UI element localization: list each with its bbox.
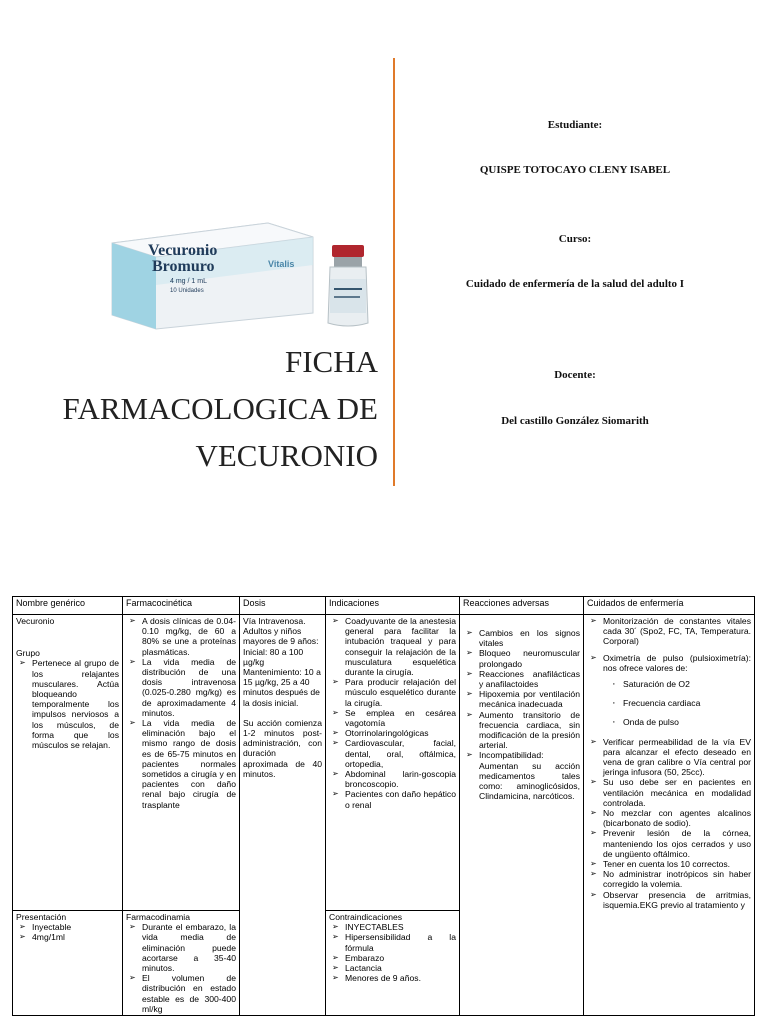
list-item: ➢ No mezclar con agentes alcalinos (bicarbonato de sodio). [603,808,751,828]
cover-title-line: FICHA [284,344,378,379]
list-item: ➢ No administrar inotrópicos sin haber corregido la volemia. [603,869,751,889]
list-item: ➢ El volumen de distribución en estado estable es de 300-400 ml/kg [142,973,236,1014]
nombre-value: Vecuronio [16,616,55,626]
list-item: ➢ A dosis clínicas de 0.04-0.10 mg/kg, de 60 a 80% se une a proteínas plasmáticas. [142,616,236,657]
cell-indicaciones [326,615,460,911]
cell-reacciones [460,615,584,1016]
product-brand-line1: Vecuronio [148,242,218,259]
list-item: ➢ Cambios en los signos vitales [479,628,580,648]
list-item: ➢ Pertenece al grupo de los relajantes musculares. Actúa bloqueando temporalmente los impulsos nerviosos a los músculos, de forma que los músculos se relajan. [32,658,119,750]
list-item: ➢ Coadyuvante de la anestesia general para facilitar la intubación traqueal y para conseguir la relajación de la musculatura esquelética durante la cirugía. [345,616,456,677]
cuidados-list [587,616,751,673]
list-item: ➢ Su uso debe ser en pacientes en ventilación mecánica en modalidad controlada. [603,777,751,808]
cuidados-list [587,737,751,910]
list-item: ➢ Pacientes con daño hepático o renal [345,789,456,809]
cell-contraindicaciones [326,911,460,1016]
header-dosis: Dosis [240,597,326,615]
header-cuidados: Cuidados de enfermería [584,597,755,615]
grupo-label: Grupo [16,648,40,659]
list-item: ➢ Bloqueo neuromuscular prolongado [479,648,580,668]
list-item: ➢ Inyectable [32,922,119,932]
cell-farmacocinetica [123,615,240,911]
cuidados-sublist [587,679,751,728]
course-name: Cuidado de enfermería de la salud del adulto I [465,278,685,290]
contraindicaciones-label: Contraindicaciones [329,912,403,922]
product-units: 10 Unidades [170,288,204,294]
list-item: ➢ La vida media de distribución de una dosis intravenosa (0.025-0.280 mg/kg) es de aproximadamente 4 minutos. [142,657,236,718]
list-item: ➢ Prevenir lesión de la córnea, manteniendo los ojos cerrados y uso de ungüento oftálmico. [603,828,751,859]
product-brand-line2: Bromuro [152,258,215,275]
cell-presentacion [13,911,123,1016]
dosis-text: Vía Intravenosa. Adultos y niños mayores de 9 años: Inicial: 80 a 100 µg/kg Mantenimiento: 10 a 15 µg/kg, 25 a 40 minutos después de la dosis inicial. [243,616,321,708]
indicaciones-list [329,616,456,810]
orange-divider [393,58,395,486]
list-item: · Frecuencia cardiaca [623,698,751,708]
list-item: ➢ Cardiovascular, facial, dental, oral, oftálmica, ortopedia, [345,738,456,769]
drug-table [12,596,755,1016]
student-label: Estudiante: [547,119,603,131]
list-item: ➢ Otorrinolaringológicas [345,728,456,738]
header-farmacocinetica: Farmacocinética [123,597,240,615]
presentacion-label: Presentación [16,912,67,922]
teacher-name: Del castillo González Siomarith [501,415,649,427]
list-item: ➢ Embarazo [345,953,456,963]
list-item: ➢ Monitorización de constantes vitales cada 30´ (Spo2, FC, TA, Temperatura. Corporal) [603,616,751,647]
teacher-label: Docente: [554,369,596,381]
grupo-list [16,658,119,750]
header-indicaciones: Indicaciones [326,597,460,615]
student-name: QUISPE TOTOCAYO CLENY ISABEL [479,164,671,176]
product-photo [108,205,378,330]
table-header-row [13,597,755,615]
list-item: ➢ Hipersensibilidad a la fórmula [345,932,456,952]
cell-cuidados [584,615,755,1016]
list-item: ➢ Para producir relajación del músculo esquelético durante la cirugía. [345,677,456,708]
list-item: ➢ Observar presencia de arritmias, isquemia.EKG previo al tratamiento y [603,890,751,910]
list-item: ➢ Tener en cuenta los 10 correctos. [603,859,751,869]
cover-title [18,338,378,479]
list-item: ➢ 4mg/1ml [32,932,119,942]
list-item: ➢ Reacciones anafilácticas y anafilactoides [479,669,580,689]
table-row [13,615,755,911]
header-reacciones: Reacciones adversas [460,597,584,615]
contraindicaciones-list [329,922,456,983]
list-item: ➢ Verificar permeabilidad de la vía EV para alcanzar el efecto deseado en vena de gran calibre o Vía central por jeringa infusora (50, 25cc). [603,737,751,778]
list-item: ➢ Aumento transitorio de frecuencia cardiaca, sin modificación de la presión arterial. [479,710,580,751]
course-label: Curso: [558,233,592,245]
cell-farmacodinamia [123,911,240,1016]
cell-nombre [13,615,123,911]
list-item: ➢ Abdominal larin-goscopia broncoscopio. [345,769,456,789]
list-item: ➢ Incompatibilidad: Aumentan su acción medicamentos tales como: aminoglicósidos, Clindamicina, narcóticos. [479,750,580,801]
list-item: ➢ La vida media de eliminación bajo el mismo rango de dosis es de 65-75 minutos en pacientes normales sometidos a cirugía y en pacientes con daño renal bajo cirugía de trasplante [142,718,236,810]
product-dose: 4 mg / 1 mL [170,278,207,285]
cell-dosis [240,615,326,1016]
product-maker: Vitalis [268,259,295,269]
list-item: ➢ Menores de 9 años. [345,973,456,983]
cover-title-line: VECURONIO [195,438,378,473]
list-item: · Saturación de O2 [623,679,751,689]
farmacodinamia-label: Farmacodinamia [126,912,190,922]
list-item: ➢ Hipoxemia por ventilación mecánica inadecuada [479,689,580,709]
header-nombre: Nombre genérico [13,597,123,615]
list-item: ➢ Oximetría de pulso (pulsioximetría): nos ofrece valores de: [603,653,751,673]
dosis-text: Su acción comienza 1-2 minutos post-administración, con duración aproximada de 40 minutos. [243,717,322,779]
list-item: ➢ Lactancia [345,963,456,973]
presentacion-list [16,922,119,942]
farmacocinetica-list [126,616,236,810]
list-item: ➢ INYECTABLES [345,922,456,932]
cover-title-line: FARMACOLOGICA DE [62,391,378,426]
list-item: ➢ Durante el embarazo, la vida media de eliminación puede acortarse a 35-40 minutos. [142,922,236,973]
reacciones-list [463,628,580,801]
list-item: · Onda de pulso [623,717,751,727]
farmacodinamia-list [126,922,236,1014]
list-item: ➢ Se emplea en cesárea vagotomía [345,708,456,728]
